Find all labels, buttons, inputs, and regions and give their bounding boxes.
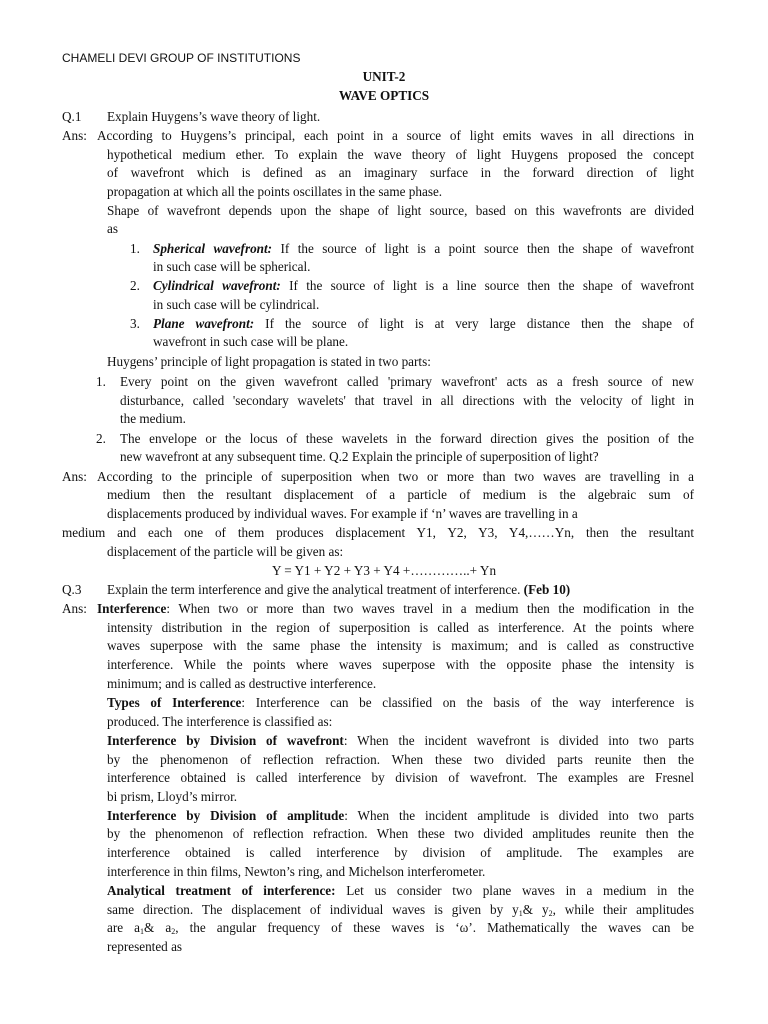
q2-ans-line: According to the principle of superposition when two or more than two waves are travelling in a [97, 469, 694, 484]
q2-ans-line: displacement of the particle will be given as: [107, 544, 344, 559]
superposition-equation: Y = Y1 + Y2 + Y3 + Y4 +…………..+ Yn [271, 563, 497, 578]
q1-question: Explain Huygens’s wave theory of light. [107, 109, 321, 124]
principle-number: 2. [96, 431, 106, 446]
wavefront-division-line: bi prism, Lloyd’s mirror. [107, 789, 238, 804]
q3-number: Q.3 [62, 582, 82, 597]
q2-ans-line: displacements produced by individual waves. For example if ‘n’ waves are travelling in a [107, 506, 578, 521]
amplitude-division-line: interference in thin films, Newton’s ring, and Michelson interferometer. [107, 864, 486, 879]
analytical-line: are $a_1\&$ $a_2$, the angular frequency of these waves is ‘ω’. Mathematically the waves can be [107, 920, 694, 936]
wavefront-division-line: by the phenomenon of reflection refraction. When these two divided parts reunite then the [107, 752, 694, 767]
q1-number: Q.1 [62, 109, 82, 124]
analytical-line: same direction. The displacement of individual waves is given by $y_1\&$ $y_2$, while their amplitudes [107, 902, 694, 918]
analytical-heading: Analytical treatment of interference: Let us consider two plane waves in a medium in the [107, 883, 695, 898]
q2-ans-label: Ans: [62, 469, 87, 484]
interference-line: waves superpose with the same phase the intensity is maximum; and is called as constructive [107, 638, 694, 653]
q2-ans-line: medium and each one of them produces displacement Y1, Y2, Y3, Y4,……Yn, then the resultant [62, 525, 694, 540]
wavefront-division-heading: Interference by Division of wavefront: When the incident wavefront is divided into two parts [107, 733, 695, 748]
q1-ans-line: hypothetical medium ether. To explain the wave theory of light Huygens proposed the concept [107, 147, 694, 162]
q1-ans-label: Ans: [62, 128, 87, 143]
wavefront-item-cylindrical: Cylindrical wavefront: If the source of light is a line source then the shape of wavefront [153, 278, 694, 293]
amplitude-division-heading: Interference by Division of amplitude: When the incident amplitude is divided into two parts [107, 808, 694, 823]
wavefront-item-cont: wavefront in such case will be plane. [153, 334, 349, 349]
chapter-title: WAVE OPTICS [338, 88, 430, 103]
principle-line: disturbance, called 'secondary wavelets' that travel in all directions with the velocity of light in [120, 393, 694, 408]
wavefront-item-number: 2. [130, 278, 140, 293]
amplitude-division-line: interference obtained is called interference by division of amplitude. The examples are [107, 845, 694, 860]
principle-intro: Huygens’ principle of light propagation is stated in two parts: [107, 354, 431, 369]
interference-line: interference. While the points where waves superpose with the opposite phase the intensity is [107, 657, 694, 672]
amplitude-division-line: by the phenomenon of reflection refraction. When these two divided amplitudes reunite then the [107, 826, 694, 841]
q3-question: Explain the term interference and give the analytical treatment of interference. (Feb 10) [107, 582, 571, 597]
principle-line: new wavefront at any subsequent time. Q.2 Explain the principle of superposition of light? [120, 449, 599, 464]
types-line: produced. The interference is classified as: [107, 714, 333, 729]
q1-ans-line: of wavefront which is defined as an imaginary surface in the forward direction of light [107, 165, 694, 180]
wavefront-item-number: 1. [130, 241, 140, 256]
principle-line: Every point on the given wavefront called 'primary wavefront' acts as a fresh source of new [120, 374, 694, 389]
interference-line: intensity distribution in the region of superposition is called as interference. At the points where [107, 620, 694, 635]
unit-title: UNIT-2 [362, 69, 406, 84]
wavefront-item-cont: in such case will be spherical. [153, 259, 311, 274]
wavefront-item-plane: Plane wavefront: If the source of light is at very large distance then the shape of [153, 316, 694, 331]
q1-shape-line: Shape of wavefront depends upon the shape of light source, based on this wavefronts are divided [107, 203, 694, 218]
principle-line: The envelope or the locus of these wavelets in the forward direction gives the position of the [120, 431, 694, 446]
q3-ans-label: Ans: [62, 601, 87, 616]
q1-shape-line: as [107, 221, 118, 236]
institution-header: CHAMELI DEVI GROUP OF INSTITUTIONS [62, 51, 301, 65]
principle-number: 1. [96, 374, 106, 389]
wavefront-division-line: interference obtained is called interference by division of wavefront. The examples are Fresnel [107, 770, 694, 785]
analytical-line: represented as [107, 939, 183, 954]
wavefront-item-cont: in such case will be cylindrical. [153, 297, 320, 312]
interference-definition: Interference: When two or more than two waves travel in a medium then the modification in the [97, 601, 694, 616]
wavefront-item-number: 3. [130, 316, 140, 331]
q1-ans-line: propagation at which all the points oscillates in the same phase. [107, 184, 443, 199]
interference-line: minimum; and is called as destructive interference. [107, 676, 377, 691]
q1-ans-line: According to Huygens’s principal, each point in a source of light emits waves in all directions in [97, 128, 694, 143]
q2-ans-line: medium then the resultant displacement of a particle of medium is the algebraic sum of [107, 487, 694, 502]
wavefront-item-spherical: Spherical wavefront: If the source of light is a point source then the shape of wavefront [153, 241, 694, 256]
types-heading: Types of Interference: Interference can be classified on the basis of the way interference is [107, 695, 694, 710]
principle-line: the medium. [120, 411, 186, 426]
